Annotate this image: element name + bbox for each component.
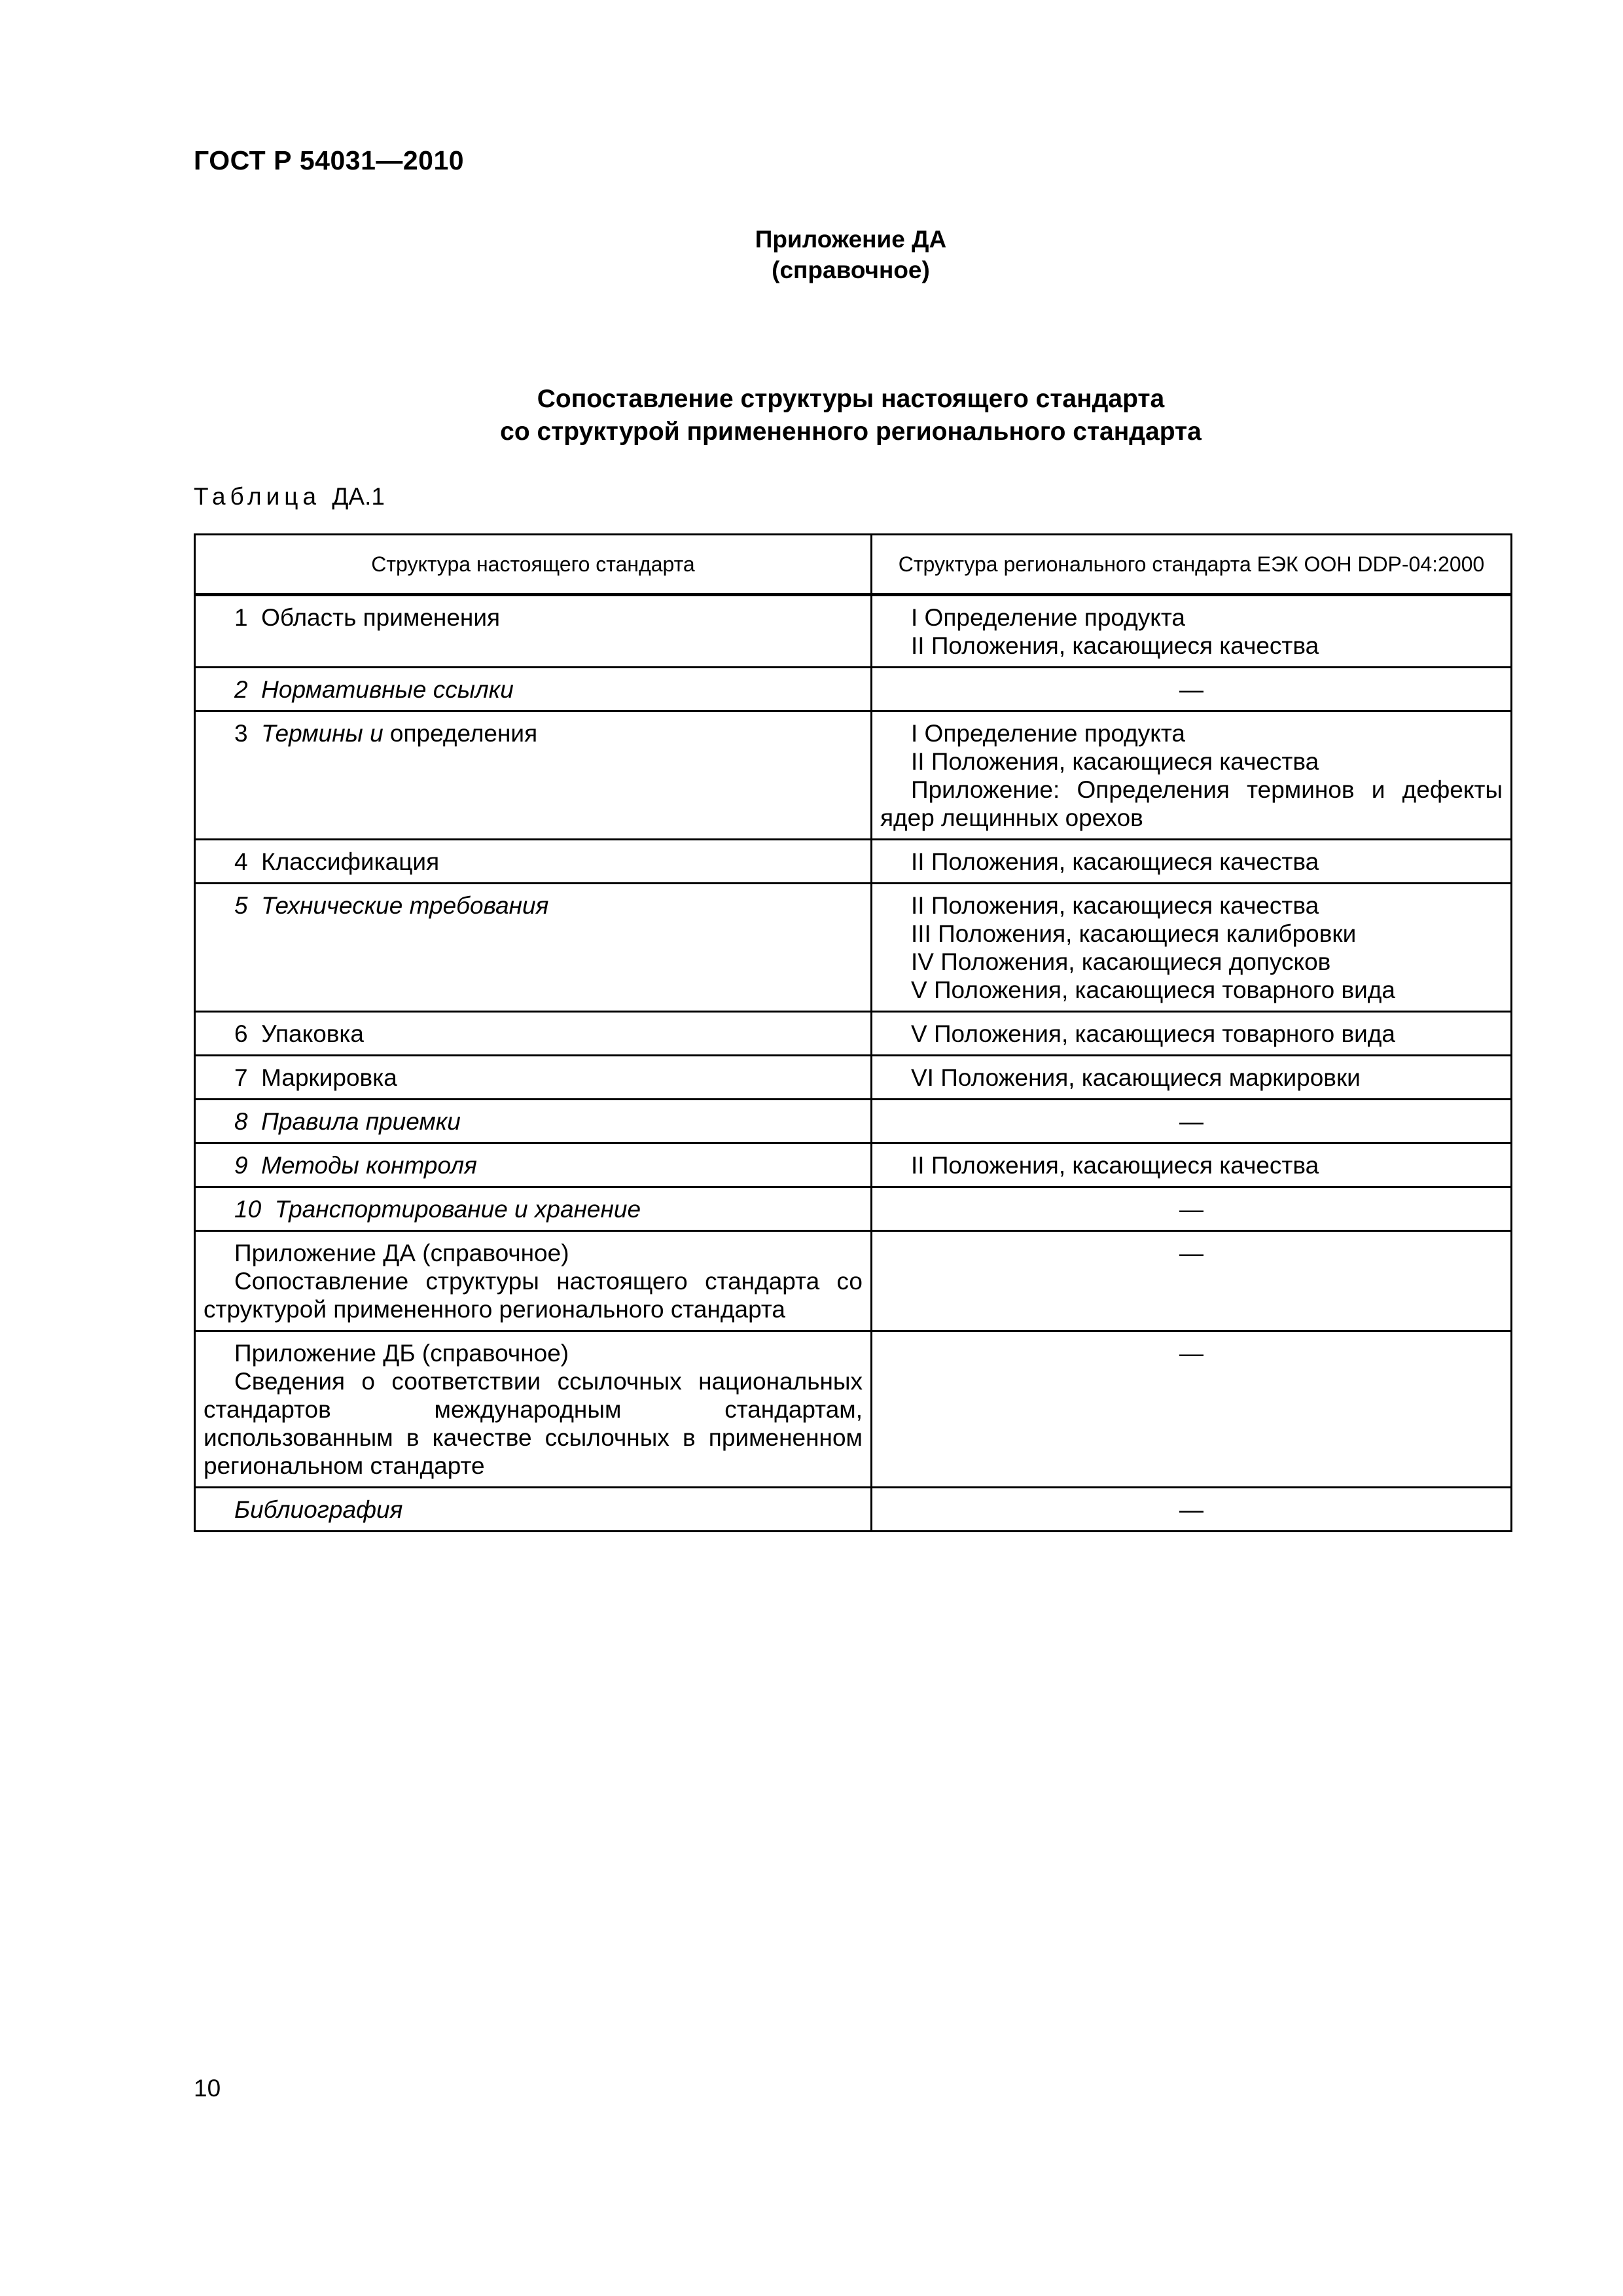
appendix-heading [654,224,1047,285]
table-row [195,1488,1512,1532]
regional-structure-cell [872,1143,1512,1187]
current-structure-cell [195,884,872,1012]
appendix-reference-title: Приложение ДБ (справочное) [234,1340,569,1367]
section-title: Упаковка [261,1020,365,1047]
section-number: 3 [234,720,248,747]
current-structure-cell [195,595,872,668]
page-title-line-1: Сопоставление структуры настоящего стандарта [537,385,1165,413]
regional-structure-cell [872,884,1512,1012]
table-header-row [195,535,1512,595]
table-row [195,1187,1512,1231]
current-structure-cell [195,711,872,840]
current-structure-cell [195,668,872,711]
empty-dash: — [1179,1340,1204,1367]
table-row [195,1100,1512,1143]
regional-item: V Положения, касающиеся товарного вида [911,977,1395,1003]
table-row [195,595,1512,668]
empty-dash: — [1179,1496,1204,1523]
table-label-number: ДА.1 [332,483,385,510]
section-number: 4 [234,848,248,875]
empty-dash: — [1179,1240,1204,1266]
regional-item: V Положения, касающиеся товарного вида [911,1020,1395,1047]
regional-item: VI Положения, касающиеся маркировки [911,1064,1361,1091]
header-regional-structure: Структура регионального стандарта ЕЭК ООН DDP-04:2000 [872,535,1512,595]
table-row [195,1012,1512,1056]
section-title: Технические требования [261,892,549,919]
current-structure-cell [195,1100,872,1143]
section-title: Нормативные ссылки [261,676,514,703]
appendix-reference-title: Приложение ДА (справочное) [234,1240,569,1266]
table-row [195,668,1512,711]
section-number: 7 [234,1064,248,1091]
current-structure-cell [195,1187,872,1231]
page-number: 10 [194,2075,221,2102]
appendix-title: Приложение ДА [755,226,947,253]
current-structure-cell [195,1056,872,1100]
header-current-structure: Структура настоящего стандарта [195,535,872,595]
section-number: 6 [234,1020,248,1047]
current-structure-cell [195,1012,872,1056]
table-row [195,1056,1512,1100]
current-structure-cell [195,1488,872,1532]
section-number: 2 [234,676,248,703]
table-row [195,1231,1512,1331]
page-title-line-2: со структурой примененного регионального стандарта [500,418,1202,446]
document-code: ГОСТ Р 54031—2010 [194,145,465,175]
regional-structure-cell [872,668,1512,711]
regional-structure-cell [872,1012,1512,1056]
regional-structure-cell [872,1488,1512,1532]
regional-item: I Определение продукта [911,720,1185,747]
regional-item: II Положения, касающиеся качества [911,892,1319,919]
regional-structure-cell [872,595,1512,668]
regional-structure-cell [872,840,1512,884]
regional-structure-cell [872,1056,1512,1100]
section-number: 9 [234,1152,248,1179]
section-title: Библиография [234,1496,403,1523]
section-title: Маркировка [261,1064,397,1091]
empty-dash: — [1179,676,1204,703]
regional-item: II Положения, касающиеся качества [911,848,1319,875]
regional-item: I Определение продукта [911,604,1185,631]
regional-structure-cell [872,1100,1512,1143]
section-title: Методы контроля [261,1152,477,1179]
regional-item: II Положения, касающиеся качества [911,1152,1319,1179]
appendix-reference-text: Сведения о соответствии ссылочных национальных стандартов международным стандартам, использованным в качестве ссылочных в примененном региональном стандарте [204,1368,863,1479]
structure-comparison-table [194,533,1512,1532]
section-number: 1 [234,604,248,631]
table-row [195,711,1512,840]
current-structure-cell [195,840,872,884]
appendix-reference-text: Сопоставление структуры настоящего стандарта со структурой примененного регионального стандарта [204,1268,863,1323]
table-row [195,1143,1512,1187]
regional-item: II Положения, касающиеся качества [911,632,1319,659]
section-title: Правила приемки [261,1108,461,1135]
table-row [195,1331,1512,1488]
section-number: 10 [234,1196,262,1223]
current-structure-cell [195,1231,872,1331]
empty-dash: — [1179,1196,1204,1223]
regional-structure-cell [872,711,1512,840]
section-number: 8 [234,1108,248,1135]
current-structure-cell [195,1143,872,1187]
section-number: 5 [234,892,248,919]
table-row [195,840,1512,884]
section-title: Транспортирование и хранение [274,1196,641,1223]
empty-dash: — [1179,1108,1204,1135]
section-title: определения [389,720,538,747]
regional-structure-cell [872,1331,1512,1488]
table-label-word: Таблица [194,483,321,510]
regional-item: II Положения, касающиеся качества [911,748,1319,775]
regional-structure-cell [872,1231,1512,1331]
section-title: Классификация [261,848,440,875]
regional-item: IV Положения, касающиеся допусков [911,948,1331,975]
regional-item: III Положения, касающиеся калибровки [911,920,1357,947]
regional-structure-cell [872,1187,1512,1231]
regional-item: Приложение: Определения терминов и дефекты ядер лещинных орехов [880,776,1503,831]
table-label [194,483,385,511]
current-structure-cell [195,1331,872,1488]
table-row [195,884,1512,1012]
appendix-subtitle: (справочное) [772,257,930,283]
section-title: Область применения [261,604,501,631]
section-title-italic: Термины и [261,720,383,747]
page-title [327,383,1374,448]
